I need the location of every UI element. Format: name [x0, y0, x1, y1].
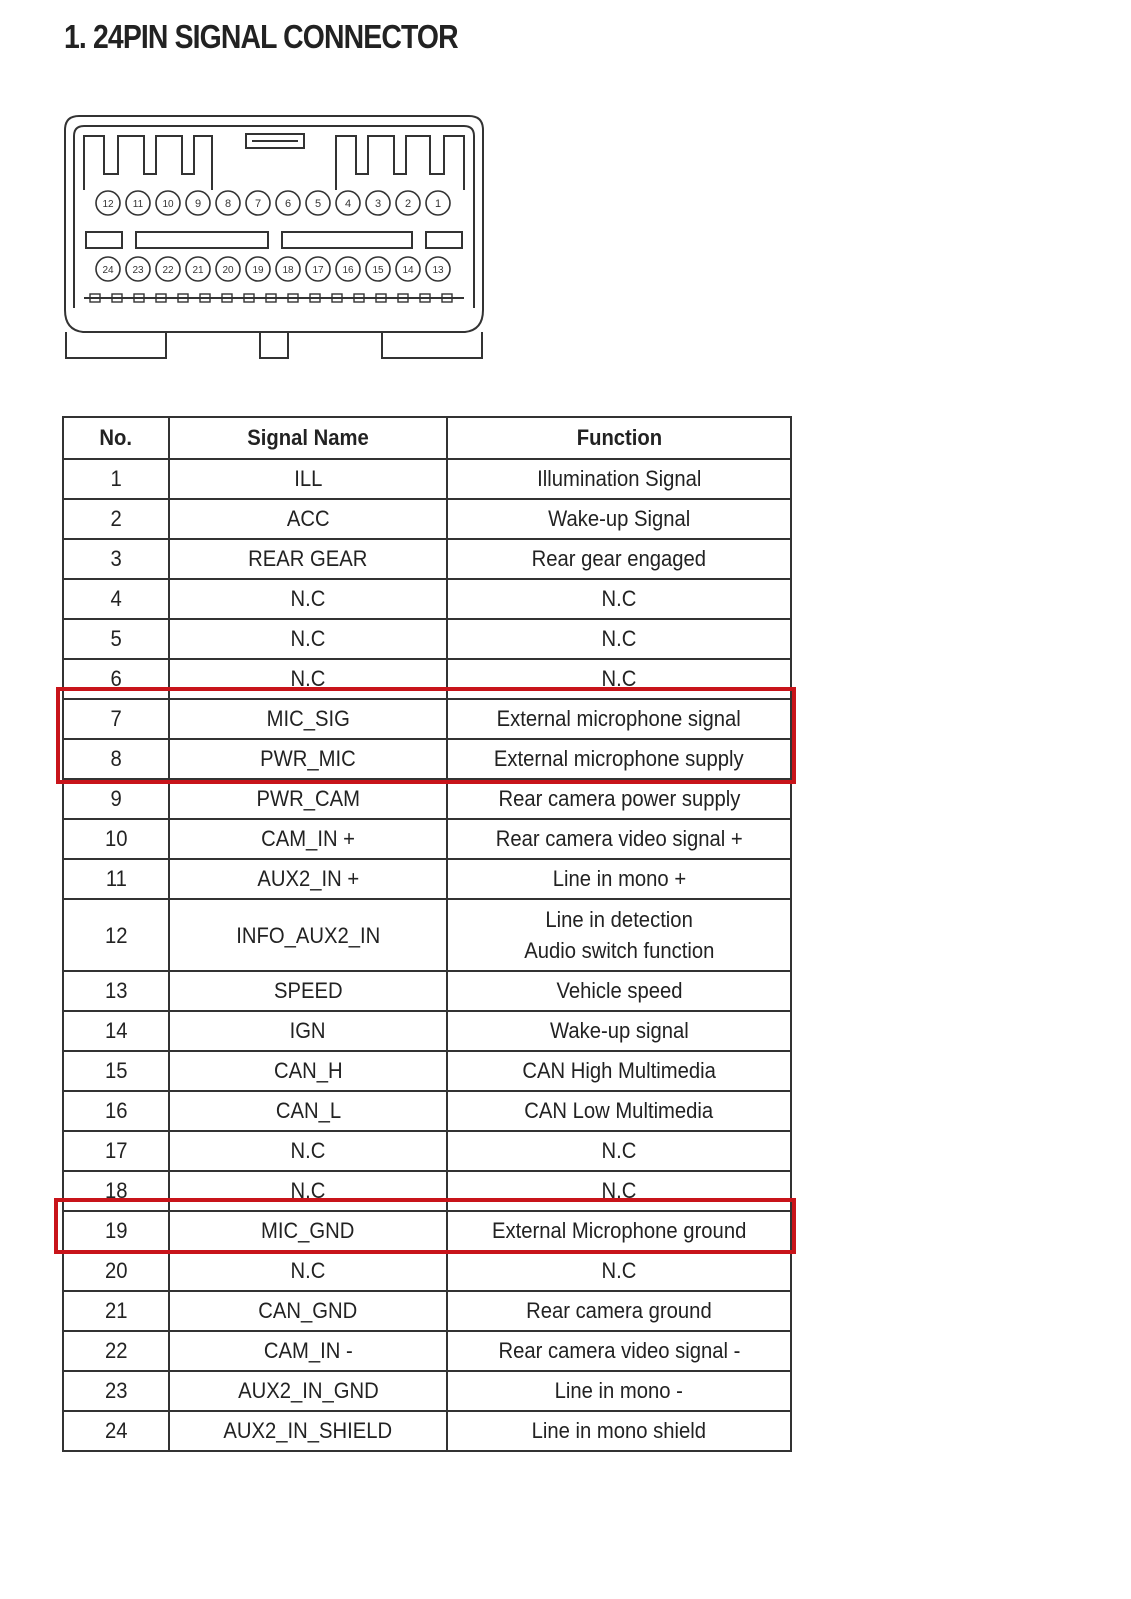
- cell-signal-name: PWR_MIC: [169, 739, 447, 779]
- header-no: No.: [63, 417, 169, 459]
- connector-pin: [246, 191, 270, 215]
- table-row: [63, 779, 791, 819]
- connector-pin: [246, 257, 270, 281]
- table-row: [63, 499, 791, 539]
- cell-signal-name: ILL: [169, 459, 447, 499]
- cell-function: [447, 499, 791, 539]
- pin-number-label: 10: [162, 199, 174, 210]
- cell-function: [447, 579, 791, 619]
- cell-no: 24: [63, 1411, 169, 1451]
- cell-function: [447, 539, 791, 579]
- pin-number-label: 9: [194, 198, 202, 210]
- cell-function: [447, 619, 791, 659]
- cell-function-text: N.C: [601, 1138, 637, 1163]
- cell-no: 6: [63, 659, 169, 699]
- cell-function-text: Rear camera power supply: [498, 786, 740, 811]
- header-function: Function: [447, 417, 791, 459]
- cell-no: 9: [63, 779, 169, 819]
- table-row: [63, 1171, 791, 1211]
- cell-no: 14: [63, 1011, 169, 1051]
- connector-pin: [426, 191, 450, 215]
- cell-no: 23: [63, 1371, 169, 1411]
- connector-pin: [276, 257, 300, 281]
- cell-function-text: Wake-up Signal: [547, 506, 691, 531]
- cell-no: 1: [63, 459, 169, 499]
- cell-signal-name: AUX2_IN +: [169, 859, 447, 899]
- cell-function: [447, 859, 791, 899]
- cell-function: [447, 971, 791, 1011]
- table-row: [63, 1051, 791, 1091]
- cell-signal-name: CAN_L: [169, 1091, 447, 1131]
- pin-number-label: 7: [254, 198, 262, 210]
- table-row: [63, 739, 791, 779]
- cell-signal-name: INFO_AUX2_IN: [169, 899, 447, 971]
- connector-pin: [216, 257, 240, 281]
- pin-number-label: 1: [434, 198, 442, 210]
- cell-no: 4: [63, 579, 169, 619]
- cell-function: [447, 1411, 791, 1451]
- pin-number-label: 21: [192, 265, 204, 276]
- cell-function-text: N.C: [601, 1178, 637, 1203]
- cell-function: [447, 739, 791, 779]
- cell-no: 13: [63, 971, 169, 1011]
- cell-signal-name: N.C: [169, 619, 447, 659]
- cell-function-text: Vehicle speed: [555, 978, 683, 1003]
- cell-function: [447, 1291, 791, 1331]
- table-row: [63, 899, 791, 971]
- connector-pin: [276, 191, 300, 215]
- pin-number-label: 24: [102, 265, 114, 276]
- pin-number-label: 11: [132, 199, 144, 210]
- connector-pin: [126, 191, 150, 215]
- cell-signal-name: CAM_IN +: [169, 819, 447, 859]
- connector-pin: [216, 191, 240, 215]
- cell-no: 15: [63, 1051, 169, 1091]
- cell-function-text: N.C: [601, 666, 637, 691]
- cell-function: [447, 1331, 791, 1371]
- table-row: [63, 659, 791, 699]
- header-signal-name: Signal Name: [169, 417, 447, 459]
- table-row: [63, 1371, 791, 1411]
- table-row: [63, 1331, 791, 1371]
- cell-no: 21: [63, 1291, 169, 1331]
- cell-signal-name: CAN_GND: [169, 1291, 447, 1331]
- cell-function: [447, 899, 791, 971]
- cell-function-text: External microphone signal: [496, 706, 742, 731]
- cell-function: [447, 699, 791, 739]
- pin-number-label: 8: [224, 198, 232, 210]
- connector-pin: [366, 191, 390, 215]
- table-row: [63, 1251, 791, 1291]
- connector-pin: [186, 191, 210, 215]
- table-row: [63, 1211, 791, 1251]
- table-row: [63, 1411, 791, 1451]
- pin-number-label: 3: [374, 198, 382, 210]
- pin-number-label: 19: [252, 265, 264, 276]
- cell-function: [447, 1091, 791, 1131]
- connector-pin: [396, 257, 420, 281]
- cell-function-text: N.C: [601, 1258, 637, 1283]
- cell-signal-name: AUX2_IN_SHIELD: [169, 1411, 447, 1451]
- cell-signal-name: REAR GEAR: [169, 539, 447, 579]
- pin-number-label: 15: [372, 265, 384, 276]
- connector-pin: [96, 257, 120, 281]
- cell-function: [447, 1171, 791, 1211]
- cell-signal-name: CAM_IN -: [169, 1331, 447, 1371]
- cell-signal-name: CAN_H: [169, 1051, 447, 1091]
- cell-signal-name: PWR_CAM: [169, 779, 447, 819]
- table-row: [63, 579, 791, 619]
- cell-function-text: CAN Low Multimedia: [524, 1098, 714, 1123]
- cell-signal-name: ACC: [169, 499, 447, 539]
- cell-no: 10: [63, 819, 169, 859]
- cell-function-text: Rear camera ground: [526, 1298, 712, 1323]
- table-row: [63, 619, 791, 659]
- table-row: [63, 819, 791, 859]
- cell-no: 11: [63, 859, 169, 899]
- connector-pin: [96, 191, 120, 215]
- cell-no: 8: [63, 739, 169, 779]
- connector-pin: [336, 191, 360, 215]
- cell-function: [447, 459, 791, 499]
- cell-function: [447, 819, 791, 859]
- cell-no: 5: [63, 619, 169, 659]
- cell-no: 2: [63, 499, 169, 539]
- pin-number-label: 18: [282, 265, 294, 276]
- cell-function-text: External Microphone ground: [491, 1218, 747, 1243]
- cell-signal-name: N.C: [169, 579, 447, 619]
- cell-function-text: Line in mono +: [552, 866, 686, 891]
- cell-signal-name: N.C: [169, 1131, 447, 1171]
- cell-signal-name: MIC_GND: [169, 1211, 447, 1251]
- connector-pin: [426, 257, 450, 281]
- cell-function: [447, 1131, 791, 1171]
- table-row: [63, 1091, 791, 1131]
- pin-number-label: 6: [284, 198, 292, 210]
- connector-pin: [306, 191, 330, 215]
- cell-no: 18: [63, 1171, 169, 1211]
- cell-function: [447, 1371, 791, 1411]
- cell-function-text: CAN High Multimedia: [522, 1058, 716, 1083]
- cell-signal-name: MIC_SIG: [169, 699, 447, 739]
- cell-function-text: Line in mono shield: [531, 1418, 707, 1443]
- connector-pin: [156, 191, 180, 215]
- cell-no: 19: [63, 1211, 169, 1251]
- cell-function: [447, 1051, 791, 1091]
- pin-number-label: 16: [342, 265, 354, 276]
- connector-pin: [126, 257, 150, 281]
- pin-number-label: 17: [312, 265, 324, 276]
- cell-function-text: Rear camera video signal -: [498, 1338, 740, 1363]
- pin-number-label: 23: [132, 265, 144, 276]
- pin-number-label: 14: [402, 265, 414, 276]
- pin-number-label: 22: [162, 265, 174, 276]
- connector-pin: [396, 191, 420, 215]
- connector-pin: [366, 257, 390, 281]
- table-row: [63, 859, 791, 899]
- page-title: 1. 24PIN SIGNAL CONNECTOR: [64, 18, 458, 55]
- connector-pin: [336, 257, 360, 281]
- cell-function: [447, 1251, 791, 1291]
- cell-signal-name: SPEED: [169, 971, 447, 1011]
- table-row: [63, 1131, 791, 1171]
- cell-function-text: Rear camera video signal +: [495, 826, 743, 851]
- table-row: [63, 459, 791, 499]
- cell-signal-name: N.C: [169, 1251, 447, 1291]
- pin-number-label: 20: [222, 265, 234, 276]
- table-row: [63, 1011, 791, 1051]
- connector-pin: [156, 257, 180, 281]
- cell-signal-name: N.C: [169, 659, 447, 699]
- cell-function: [447, 779, 791, 819]
- pin-number-label: 2: [404, 198, 412, 210]
- pin-number-label: 12: [102, 199, 114, 210]
- pin-number-label: 13: [432, 265, 444, 276]
- cell-function: [447, 1011, 791, 1051]
- cell-function: [447, 1211, 791, 1251]
- cell-function-text: Wake-up signal: [549, 1018, 689, 1043]
- table-row: [63, 1291, 791, 1331]
- cell-function-text: External microphone supply: [494, 746, 744, 771]
- connector-pin: [306, 257, 330, 281]
- cell-no: 12: [63, 899, 169, 971]
- cell-no: 3: [63, 539, 169, 579]
- cell-function-text: Illumination Signal: [536, 466, 702, 491]
- cell-no: 17: [63, 1131, 169, 1171]
- connector-pin: [186, 257, 210, 281]
- cell-function-text: Audio switch function: [523, 938, 715, 963]
- pin-number-label: 4: [344, 198, 352, 210]
- table-header-row: [63, 417, 791, 459]
- cell-function-text: Line in mono -: [554, 1378, 684, 1403]
- pin-table: [62, 416, 792, 1452]
- cell-function-text: Line in detection: [545, 907, 693, 932]
- cell-signal-name: N.C: [169, 1171, 447, 1211]
- table-row: [63, 971, 791, 1011]
- cell-function-text: Rear gear engaged: [531, 546, 707, 571]
- pin-number-label: 5: [314, 198, 322, 210]
- cell-function: [447, 659, 791, 699]
- cell-signal-name: IGN: [169, 1011, 447, 1051]
- cell-function-text: N.C: [601, 626, 637, 651]
- table-row: [63, 539, 791, 579]
- cell-signal-name: AUX2_IN_GND: [169, 1371, 447, 1411]
- cell-no: 7: [63, 699, 169, 739]
- table-row: [63, 699, 791, 739]
- cell-no: 16: [63, 1091, 169, 1131]
- cell-function-text: N.C: [601, 586, 637, 611]
- connector-diagram: [60, 110, 490, 370]
- cell-no: 22: [63, 1331, 169, 1371]
- cell-no: 20: [63, 1251, 169, 1291]
